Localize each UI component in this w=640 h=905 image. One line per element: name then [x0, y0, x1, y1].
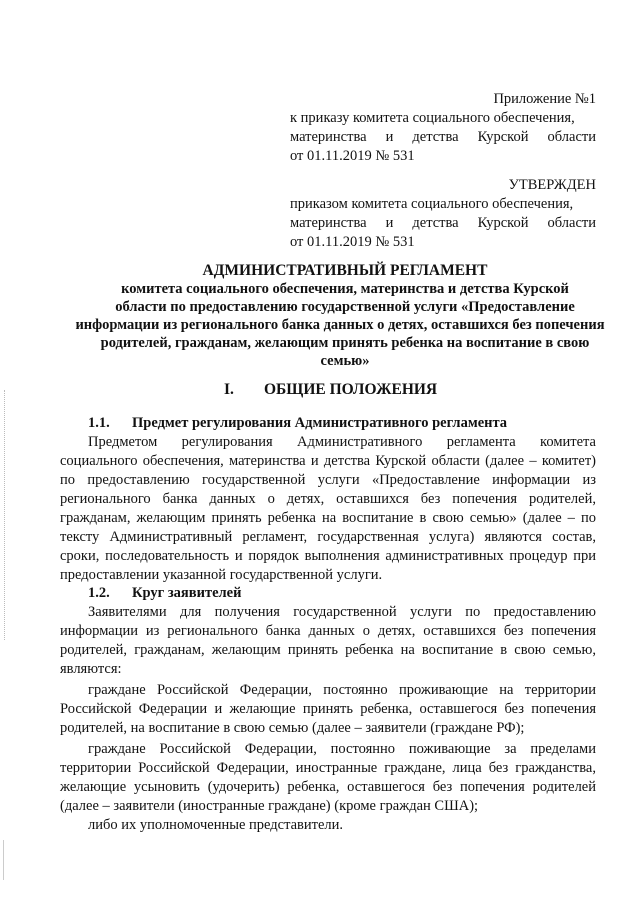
paragraph-line: информации из регионального банка данных о детях, оставшихся без попечения [60, 623, 596, 639]
paragraph-line: территории Российской Федерации, иностранные граждане, лица без гражданства, [60, 760, 596, 776]
paragraph-line: Предметом регулирования Административного регламента комитета [88, 434, 596, 450]
title-line: семью» [320, 353, 370, 369]
appendix-number: Приложение №1 [493, 91, 596, 107]
appendix-date: от 01.11.2019 № 531 [290, 148, 415, 164]
paragraph-line: граждане Российской Федерации, постоянно поживающие за пределами [88, 741, 596, 757]
paragraph-line: по предоставлению государственной услуги «Предоставление информации из [60, 472, 596, 488]
approved-line: приказом комитета социального обеспечения, [290, 196, 574, 212]
paragraph-line: социального обеспечения, материнства и детства Курской области (далее – комитет) [60, 453, 596, 469]
paragraph-line: гражданам, желающим принять ребенка на воспитание в свою семью» (далее – по [60, 510, 596, 526]
paragraph-line: (далее – заявители (иностранные граждане) (кроме граждан США); [60, 798, 479, 814]
paragraph-line: родителей, на воспитание в свою семью (далее – заявители (граждане РФ); [60, 720, 525, 736]
paragraph-line: сроки, последовательность и порядок выполнения административных процедур при [60, 548, 596, 564]
subsection-number: 1.1. [88, 415, 110, 431]
appendix-line: к приказу комитета социального обеспечения, [290, 110, 575, 126]
section-number: I. [224, 381, 234, 398]
subsection-title: Предмет регулирования Административного регламента [132, 415, 508, 431]
paragraph-line: являются: [60, 661, 122, 677]
approved-date: от 01.11.2019 № 531 [290, 234, 415, 250]
paragraph-line: предоставлении указанной государственной услуги. [60, 567, 383, 583]
title-line: родителей, гражданам, желающим принять ребенка на воспитание в свою [100, 335, 590, 351]
paragraph-line: Заявителями для получения государственной услуги по предоставлению [88, 604, 596, 620]
paragraph-line: родителей, гражданам, желающим принять ребенка на воспитание в свою семью, [60, 642, 596, 658]
paragraph-line: граждане Российской Федерации, постоянно проживающие на территории [88, 682, 596, 698]
paragraph-line: Российской Федерации и желающие принять ребенка, оставшегося без попечения [60, 701, 596, 717]
subsection-title: Круг заявителей [132, 585, 242, 601]
title-heading: АДМИНИСТРАТИВНЫЙ РЕГЛАМЕНТ [202, 262, 488, 279]
paragraph-line: регионального банка данных о детях, оставшихся без попечения родителей, [60, 491, 596, 507]
section-title: ОБЩИЕ ПОЛОЖЕНИЯ [264, 381, 438, 398]
scan-edge-mark [4, 390, 6, 640]
title-line: комитета социального обеспечения, материнства и детства Курской [121, 281, 569, 297]
appendix-line: материнства и детства Курской области [290, 129, 596, 145]
title-line: области по предоставлению государственной услуги «Предоставление [115, 299, 575, 315]
paragraph-line: либо их уполномоченные представители. [88, 817, 344, 833]
title-line: информации из регионального банка данных о детях, оставшихся без попечения [75, 317, 605, 333]
paragraph-line: желающие усыновить (удочерить) ребенка, оставшегося без попечения родителей [60, 779, 596, 795]
scan-edge-mark [3, 840, 5, 880]
subsection-number: 1.2. [88, 585, 110, 601]
approved-line: материнства и детства Курской области [290, 215, 596, 231]
approved-label: УТВЕРЖДЕН [508, 177, 596, 193]
paragraph-line: тексту Административный регламент, государственная услуга) являются состав, [60, 529, 596, 545]
